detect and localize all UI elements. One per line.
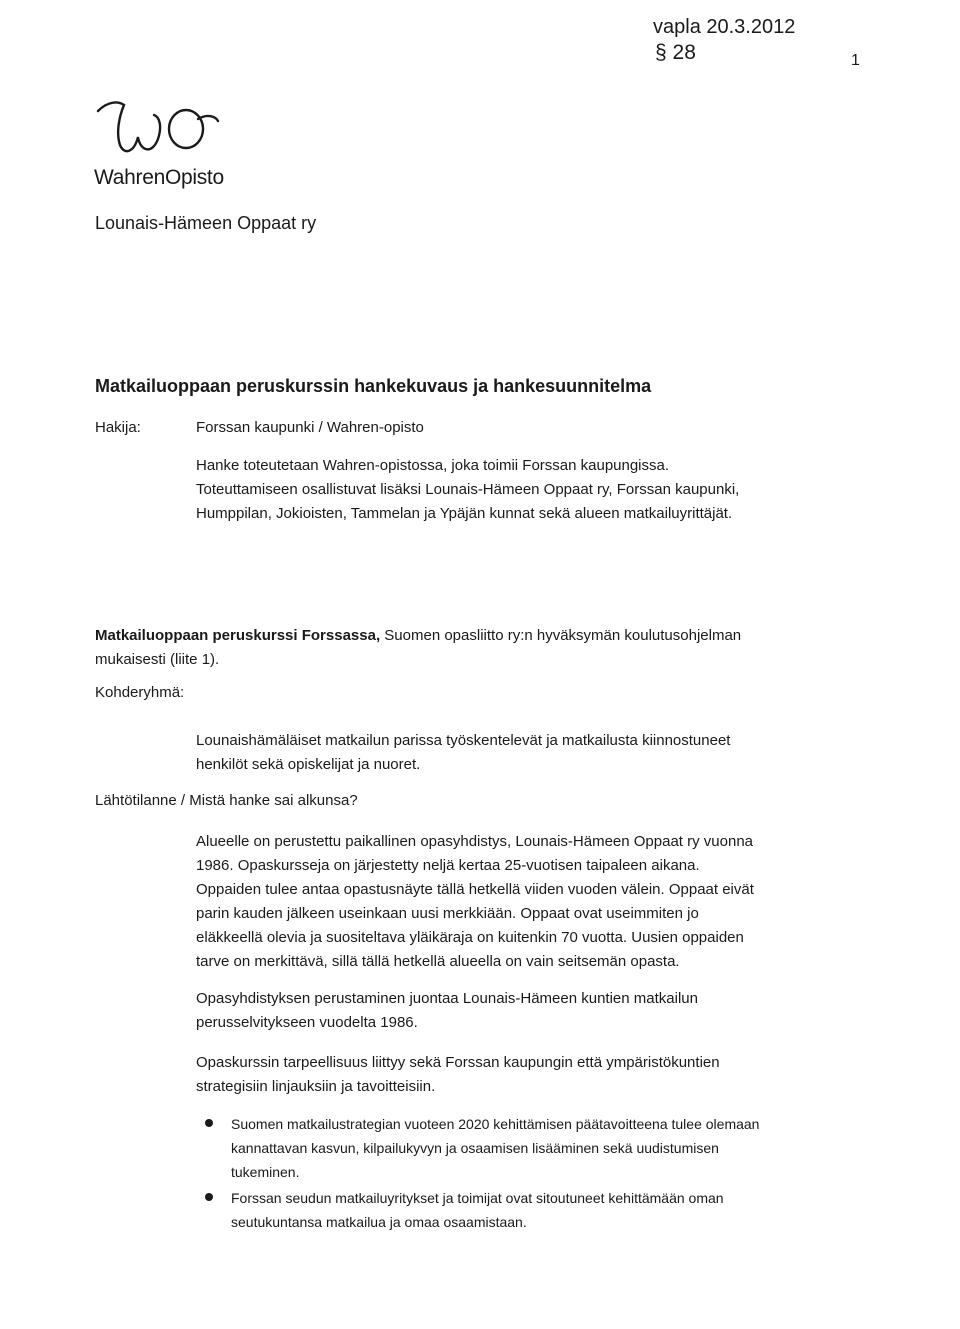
document-title: Matkailuoppaan peruskurssin hankekuvaus ja hankesuunnitelma (95, 376, 652, 396)
background-label: Lähtötilanne / Mistä hanke sai alkunsa? (95, 792, 358, 809)
wahren-opisto-logo (94, 95, 264, 161)
target-group-text (196, 729, 730, 777)
text-line: 1986. Opaskursseja on järjestetty neljä kertaa 25-vuotisen taipaleen aikana. (196, 857, 700, 874)
implementation-paragraph (196, 454, 739, 526)
background-paragraph-2 (196, 987, 698, 1035)
text-line: tukeminen. (231, 1164, 300, 1180)
text-line: Toteuttamiseen osallistuvat lisäksi Lounais-Hämeen Oppaat ry, Forssan kaupunki, (196, 481, 740, 498)
text-line: kannattavan kasvun, kilpailukyvyn ja osaamisen lisääminen sekä uudistumisen (231, 1140, 719, 1156)
text-line: Lounaishämäläiset matkailun parissa työskentelevät ja matkailusta kiinnostuneet (196, 732, 731, 749)
text-line: tarve on merkittävä, sillä tällä hetkellä alueella on vain seitsemän opasta. (196, 953, 680, 970)
bullet-icon (205, 1119, 213, 1127)
text-line: eläkkeellä olevia ja suositeltava yläikäraja on kuitenkin 70 vuotta. Uusien oppaiden (196, 929, 744, 946)
target-group-label: Kohderyhmä: (95, 684, 185, 701)
text-line: Forssan seudun matkailuyritykset ja toimijat ovat sitoutuneet kehittämään oman (231, 1190, 724, 1206)
course-description: Suomen opasliitto ry:n hyväksymän koulutusohjelman (380, 627, 742, 644)
list-item (231, 1112, 759, 1184)
text-line: Oppaiden tulee antaa opastusnäyte tällä hetkellä viiden vuoden välein. Oppaat eivät (196, 881, 754, 898)
applicant-label: Hakija: (95, 419, 141, 436)
applicant-value: Forssan kaupunki / Wahren-opisto (196, 419, 424, 436)
text-line: parin kauden jälkeen useinkaan uusi merkkiään. Oppaat ovat useimmiten jo (196, 905, 699, 922)
background-paragraph-1 (196, 830, 754, 974)
text-line: Suomen matkailustrategian vuoteen 2020 kehittämisen päätavoitteena tulee olemaan (231, 1116, 760, 1132)
list-item (231, 1186, 724, 1234)
background-paragraph-3 (196, 1051, 720, 1099)
bullet-icon (205, 1193, 213, 1201)
text-line: Opaskurssin tarpeellisuus liittyy sekä Forssan kaupungin että ympäristökuntien (196, 1054, 720, 1071)
header-date: vapla 20.3.2012 (653, 16, 796, 38)
course-paragraph (95, 624, 741, 672)
organization-name: Lounais-Hämeen Oppaat ry (95, 213, 317, 233)
text-line: Humppilan, Jokioisten, Tammelan ja Ypäjän kunnat sekä alueen matkailuyrittäjät. (196, 505, 733, 522)
page-number: 1 (851, 52, 860, 69)
text-line: mukaisesti (liite 1). (95, 651, 220, 668)
text-line (95, 624, 741, 648)
header-section: § 28 (655, 41, 696, 64)
text-line: Hanke toteutetaan Wahren-opistossa, joka toimii Forssan kaupungissa. (196, 457, 670, 474)
text-line: Alueelle on perustettu paikallinen opasyhdistys, Lounais-Hämeen Oppaat ry vuonna (196, 833, 754, 850)
text-line: seutukuntansa matkailua ja omaa osaamistaan. (231, 1214, 527, 1230)
logo-wordmark: WahrenOpisto (94, 166, 224, 189)
text-line: henkilöt sekä opiskelijat ja nuoret. (196, 756, 421, 773)
text-line: perusselvitykseen vuodelta 1986. (196, 1014, 418, 1031)
text-line: strategisiin linjauksiin ja tavoitteisiin. (196, 1078, 436, 1095)
course-name: Matkailuoppaan peruskurssi Forssassa, (95, 627, 381, 644)
text-line: Opasyhdistyksen perustaminen juontaa Lounais-Hämeen kuntien matkailun (196, 990, 698, 1007)
